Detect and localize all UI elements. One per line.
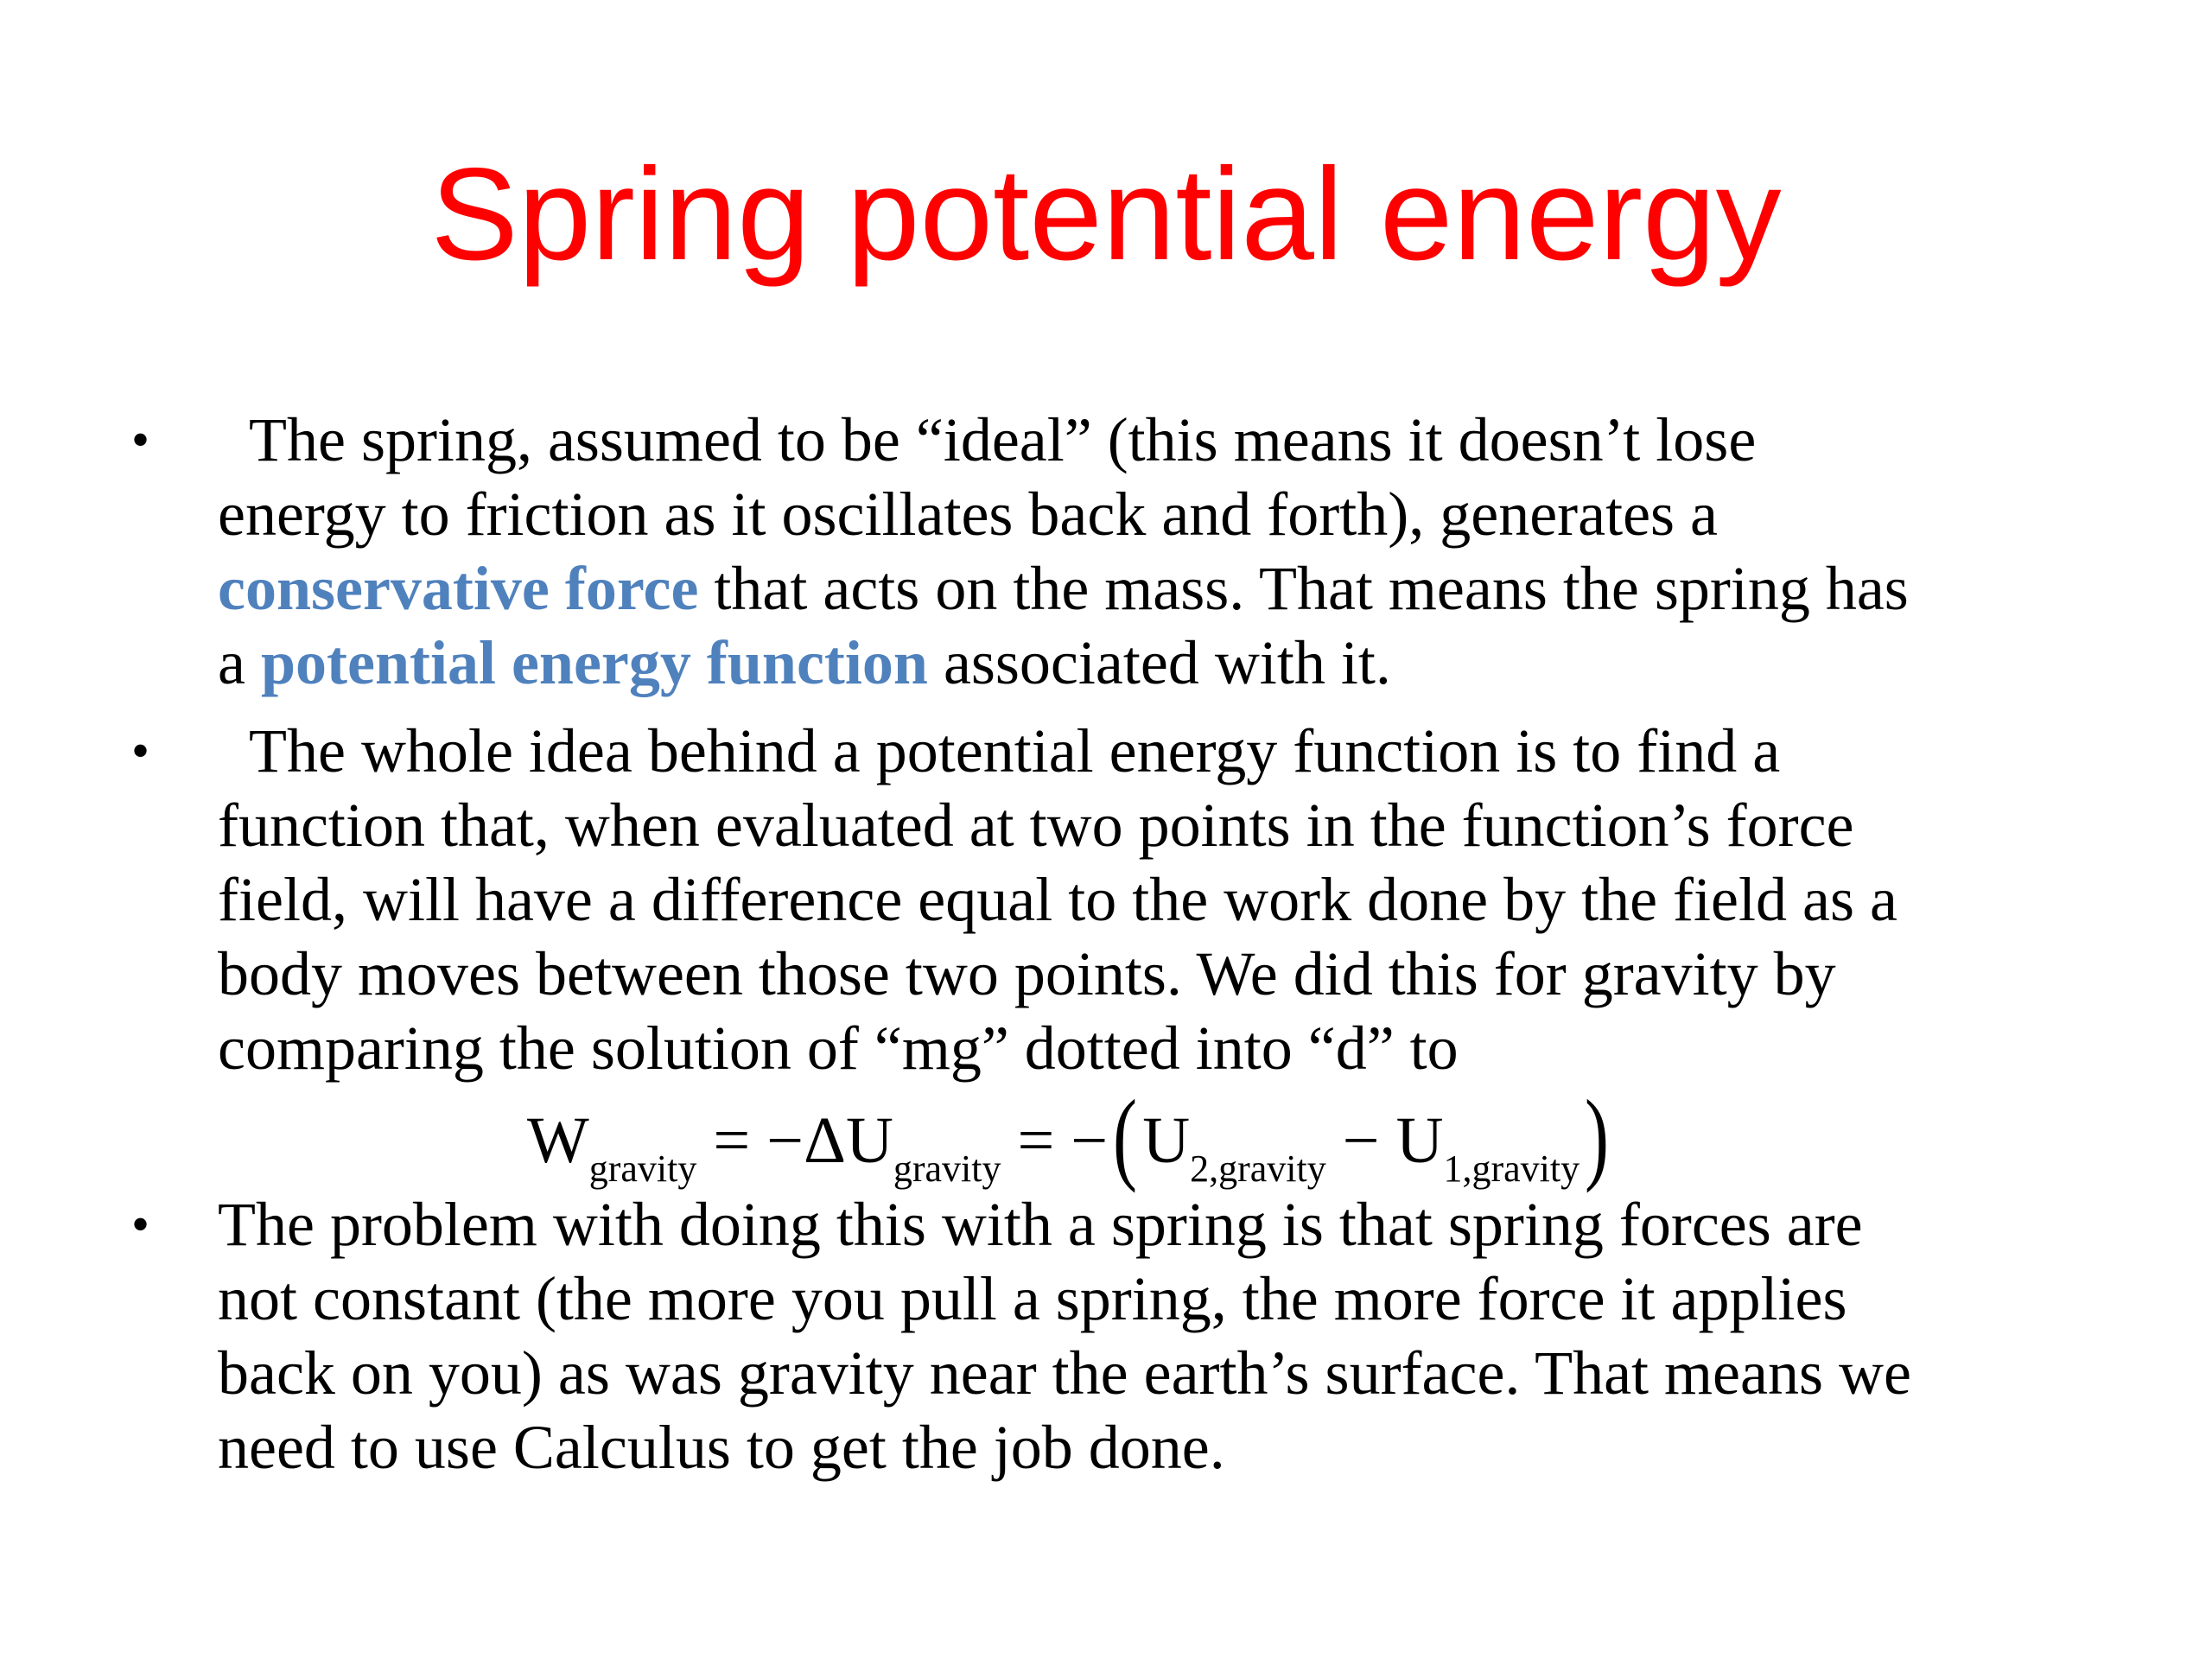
eq-equals-minus: = − — [1001, 1104, 1109, 1177]
eq-w-sub: gravity — [588, 1147, 697, 1190]
eq-u2: U — [1142, 1104, 1191, 1177]
bullet-1-line-1: The spring, assumed to be “ideal” (this means it doesn’t lose — [249, 405, 1757, 474]
eq-left-paren: ( — [1113, 1078, 1138, 1193]
bullet-1-line-3: conservative force that acts on the mass. That means the spring has — [218, 554, 1909, 623]
bullet-3-line-3: back on you) as was gravity near the earth’s surface. That means we — [218, 1338, 1911, 1408]
eq-minus-u1: − U — [1325, 1104, 1444, 1177]
bullet-3-line-2: not constant (the more you pull a spring, the more force it applies — [218, 1264, 1847, 1333]
potential-energy-function-term: potential energy function — [260, 628, 928, 697]
bullet-1-symbol: • — [131, 411, 150, 468]
bullet-2-line-4: body moves between those two points. We did this for gravity by — [218, 939, 1836, 1008]
eq-w: W — [527, 1104, 589, 1177]
bullet-2-line-5: comparing the solution of “mg” dotted into “d” to — [218, 1014, 1459, 1083]
conservative-force-term: conservative force — [218, 554, 699, 623]
bullet-2-line-2: function that, when evaluated at two points in the function’s force — [218, 791, 1854, 860]
bullet-3-symbol: • — [131, 1196, 150, 1253]
bullet-2-symbol: • — [131, 722, 150, 779]
eq-u1-sub: 1,gravity — [1443, 1147, 1580, 1190]
bullet-3-line-1: The problem with doing this with a spring is that spring forces are — [218, 1190, 1863, 1259]
bullet-2-line-1: The whole idea behind a potential energy function is to find a — [249, 716, 1781, 785]
eq-equals-minus-delta-u: = −ΔU — [696, 1104, 893, 1177]
eq-du-sub: gravity — [893, 1147, 1001, 1190]
bullet-2-line-3: field, will have a difference equal to the work done by the field as a — [218, 865, 1897, 934]
bullet-3-line-4: need to use Calculus to get the job done. — [218, 1413, 1225, 1482]
bullet-1-line-4: a potential energy function associated with it. — [218, 628, 1391, 697]
slide-title: Spring potential energy — [430, 141, 1782, 288]
bullet-3 — [218, 1187, 2119, 1484]
bullet-2 — [218, 714, 2119, 1085]
bullet-1 — [218, 403, 2119, 700]
gravity-work-equation — [527, 1068, 1737, 1193]
bullet-1-line-2: energy to friction as it oscillates back and forth), generates a — [218, 480, 1719, 549]
eq-right-paren: ) — [1585, 1078, 1610, 1193]
eq-u2-sub: 2,gravity — [1190, 1147, 1326, 1190]
